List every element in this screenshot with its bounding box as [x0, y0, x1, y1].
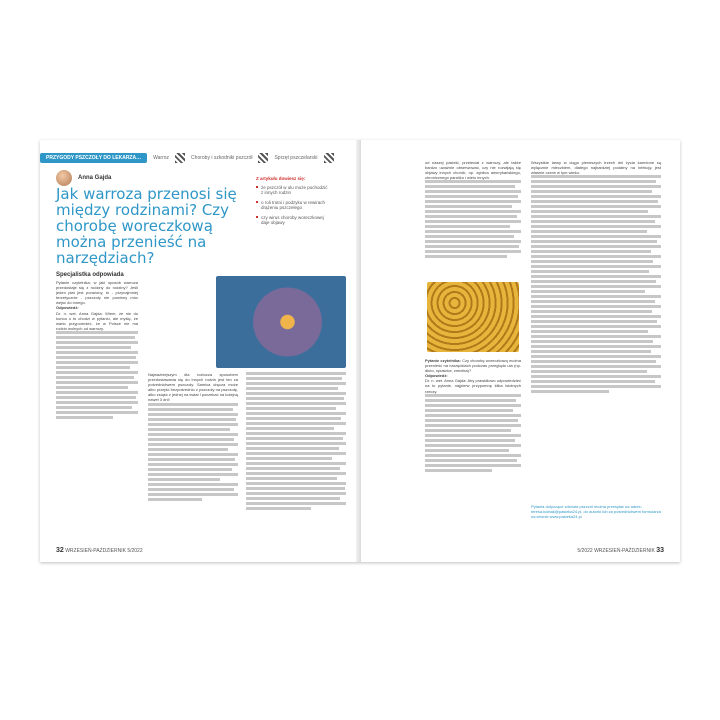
qr-icon: [258, 153, 268, 163]
answer-text: Dr. n. wet. Anna Gajda: Wiem, że nie do końca o to chodzi w pytaniu, ale myślę, że warto przypomnieć, że w Polsce nie ma rodzin wolnych od warrozy.: [56, 310, 138, 331]
third-column: [246, 372, 346, 512]
answer-heading: Odpowiedź:: [56, 305, 79, 311]
right-column-1: [425, 160, 521, 260]
key-point: że pszczół w ulu może pochodzić z innych rodzin: [256, 185, 328, 196]
answer-heading: Odpowiedź:: [425, 373, 448, 379]
right-column-2: [531, 160, 661, 395]
contact-info-box: Pytania dotyczące zdrowia pszczół można przesyłać na adres: teresa.kobiak@pasieka24.pl, do autorki lub za pośrednictwem formularza na stronie www.pasieka24.pl: [531, 504, 661, 519]
body-text-lines: [246, 372, 346, 510]
crumb-0: Warroz: [153, 155, 170, 161]
right-col2-text: Wszystkie larwy w ciągu pierwszych trzech dni życia karmione są wyłącznie mleczkiem, dlatego najbardziej podatny na infekcję jest właśnie czerw w tym wieku.: [531, 160, 661, 176]
bee-photo: [216, 276, 346, 368]
section-ribbon: [40, 152, 356, 164]
page-footer-right: [577, 547, 664, 554]
key-point: czy wirus choroby woreczkowej daje objawy: [256, 215, 328, 226]
right-page: [360, 140, 680, 562]
key-points-box: [256, 176, 328, 230]
page-number: 32: [56, 547, 64, 554]
crumb-1: Choroby i szkodniki pszczół: [191, 155, 253, 161]
page-footer-left: [56, 547, 143, 554]
body-text-lines: [56, 331, 138, 419]
body-text-lines: [531, 175, 661, 393]
body-text-lines: [425, 180, 521, 258]
issue-number: 5/2022: [577, 548, 593, 554]
body-text-lines: [425, 394, 521, 472]
page-number: 33: [656, 547, 664, 554]
issue-label: WRZESIEŃ-PAŹDZIERNIK: [594, 548, 655, 554]
middle-column: [148, 372, 238, 503]
reader-question: Pytanie czytelnika: w jaki sposób warroza przedostaje się z rodziny do rodziny? Jeśli jeden płat jest porażony, to - przynajmniej teoretycznie - pszczoły nie powinny móc wejść do innego.: [56, 280, 138, 306]
honeycomb-photo: [427, 282, 519, 352]
middle-text: Najważniejszym dla roztocza sposobem przedostawania się do innych rodzin jest ten za pośrednictwem pszczoły. Samica dręcza może albo przejść bezpośrednio z pszczoły na pszczołę, albo zsiąść z jednej na kwiat i poczekać na kolejną nawet 3 dni!: [148, 372, 238, 403]
author-row: [56, 170, 111, 186]
left-page: [40, 140, 360, 562]
section-tag: PRZYGODY PSZCZOŁY DO LEKARZA…: [40, 153, 147, 163]
magazine-spread: [40, 140, 680, 562]
answer-text: Dr. n. wet. Anna Gajda: Aby prawidłowo odpowiedzieć na to pytanie, najpierw przypomnę kilka istotnych rzeczy.: [425, 378, 521, 394]
key-point: o roli trutni i podzyku w rewirach drążeniu pszczelego: [256, 200, 328, 211]
right-column-qa: [425, 358, 521, 474]
question-heading: Pytanie czytelnika:: [425, 358, 461, 363]
article-title: Jak warroza przenosi się między rodzinami? Czy chorobę woreczkową można przenieść na narzędziach?: [56, 185, 237, 267]
body-text-lines: [148, 403, 238, 501]
left-column: [56, 280, 138, 421]
crumb-2: Sprzęt pszczelarski: [274, 155, 318, 161]
question-text: Czy chorobę woreczkową można przenieść na narzędziach podczas przeglądu ula (np. dłuto, rękawice, zmiotka)?: [425, 358, 521, 374]
author-avatar: [56, 170, 72, 186]
article-subtitle: Specjalistka odpowiada: [56, 272, 124, 278]
qr-icon: [324, 153, 334, 163]
qr-icon: [175, 153, 185, 163]
key-points-header: Z artykułu dowiesz się:: [256, 176, 306, 181]
issue-number: 5/2022: [127, 548, 143, 554]
right-intro-text: od naszej pasieki, przeleciał z warrozy, ale także bardzo uważnie obserwować, czy nie rozwijają się objawy innych chorób, np. zgnilca amerykańskiego, chronicznego paraliżu i wielu innych.: [425, 160, 521, 181]
author-name: Anna Gajda: [78, 175, 112, 181]
issue-label: WRZESIEŃ-PAŹDZIERNIK: [65, 548, 126, 554]
